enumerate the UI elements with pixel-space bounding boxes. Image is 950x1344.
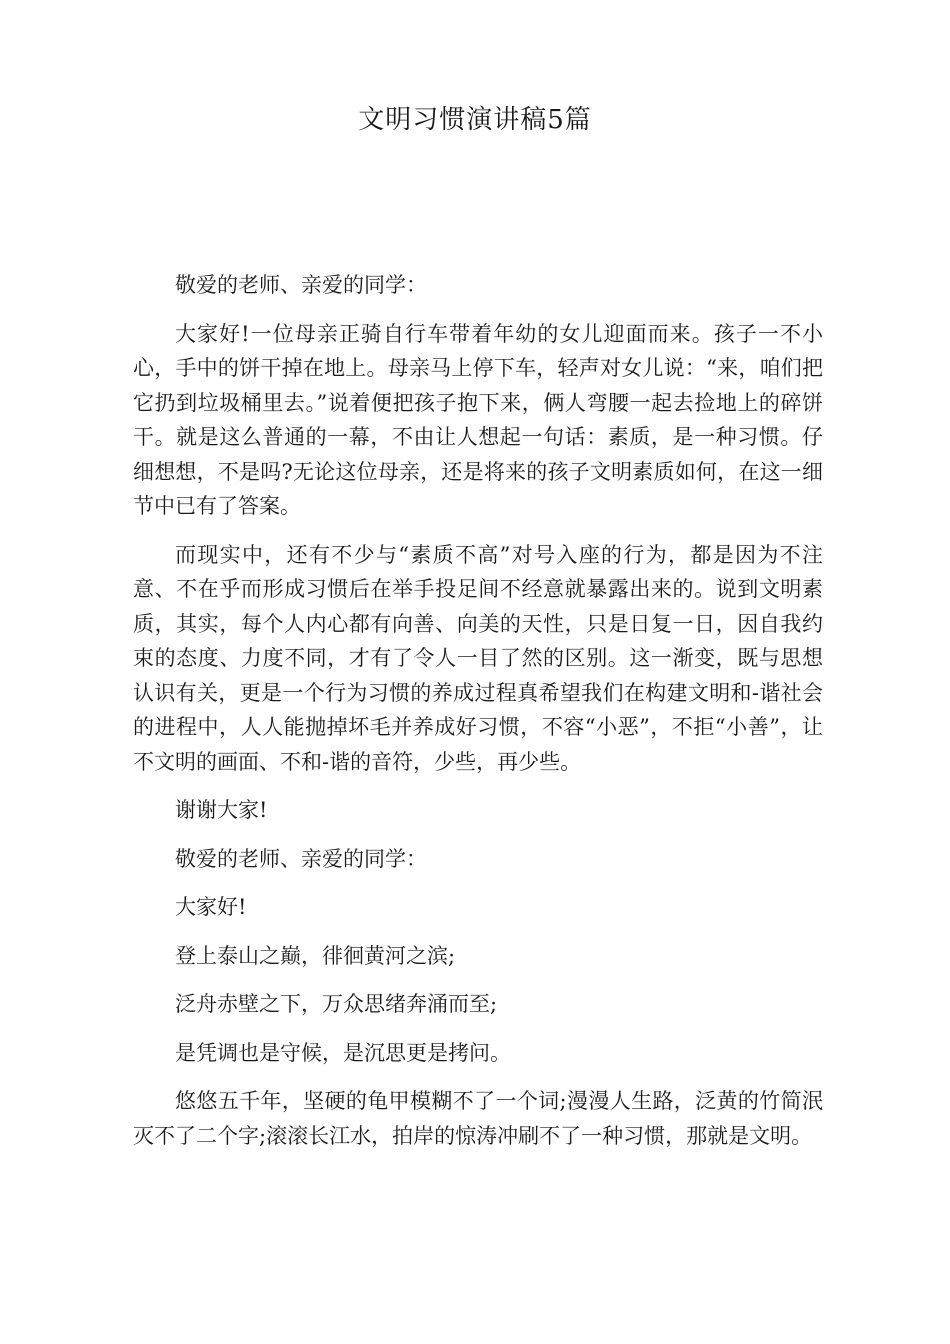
document-body: [133, 268, 823, 1167]
paragraph-verse-2: 泛舟赤壁之下，万众思绪奔涌而至;: [175, 992, 498, 1016]
paragraph-verse-3: 是凭调也是守候，是沉思更是拷问。: [175, 1040, 511, 1065]
paragraph-verse-1: 登上泰山之巅，徘徊黄河之滨;: [175, 943, 456, 968]
document-title: 文明习惯演讲稿5篇: [358, 105, 592, 135]
paragraph-thanks: 谢谢大家!: [175, 798, 268, 822]
paragraph-greeting-2: 敬爱的老师、亲爱的同学：: [175, 846, 427, 871]
paragraph-civilization: 悠悠五千年，坚硬的龟甲模糊不了一个词;漫漫人生路，泛黄的竹简泯灭不了二个字;滚滚长江水，拍岸的惊涛冲刷不了一种习惯，那就是文明。: [133, 1089, 823, 1148]
paragraph-greeting: 敬爱的老师、亲爱的同学：: [175, 273, 427, 297]
paragraph-hello: 大家好!: [175, 895, 247, 919]
paragraph-reality: 而现实中，还有不少与“素质不高”对号入座的行为，都是因为不注意、不在乎而形成习惯后在举手投足间不经意就暴露出来的。说到文明素质，其实，每个人内心都有向善、向美的天性，只是日复一日，因自我约束的态度、力度不同，才有了令人一目了然的区别。这一渐变，既与思想认识有关，更是一个行为习惯的养成过程真希望我们在构建文明和-谐社会的进程中，人人能抛掉坏毛并养成好习惯，不容“小恶”，不拒“小善”，让不文明的画面、不和-谐的音符，少些，再少些。: [133, 542, 823, 774]
paragraph-mother-story: 大家好!一位母亲正骑自行车带着年幼的女儿迎面而来。孩子一不小心，手中的饼干掉在地上。母亲马上停下车，轻声对女儿说：“来，咱们把它扔到垃圾桶里去。”说着便把孩子抱下来，俩人弯腰一起去捡地上的碎饼干。就是这么普通的一幕，不由让人想起一句话：素质，是一种习惯。仔细想想，不是吗?无论这位母亲，还是将来的孩子文明素质如何，在这一细节中已有了答案。: [133, 321, 823, 518]
